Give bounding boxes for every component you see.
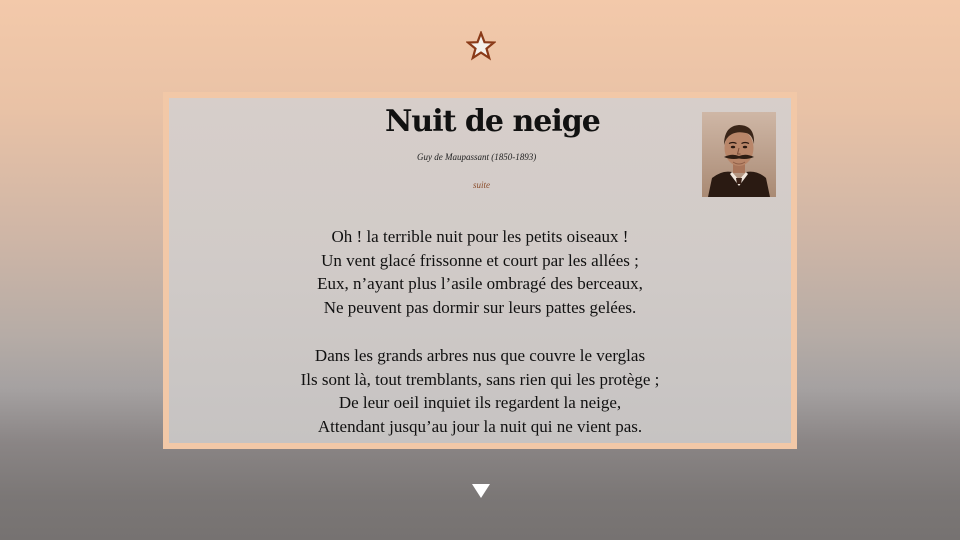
poem-line: Un vent glacé frissonne et court par les allées ; [321, 250, 639, 270]
poem-line: De leur oeil inquiet ils regardent la neige, [338, 393, 622, 412]
suite-link[interactable]: suite [473, 180, 490, 190]
down-arrow-icon[interactable] [471, 483, 491, 499]
poem-line: Eux, n’ayant plus l’asile ombragé des berceaux, [317, 274, 643, 293]
poem-line: Ne peuvent pas dormir sur leurs pattes gelées. [323, 297, 637, 317]
poem-line: Oh ! la terrible nuit pour les petits oiseaux ! [331, 227, 629, 246]
poem-line: Ils sont là, tout tremblants, sans rien qui les protège ; [300, 369, 660, 389]
stanza-1 [169, 225, 791, 319]
poem-title: Nuit de neige [385, 104, 600, 139]
poem-panel [169, 98, 791, 443]
poem-line: Attendant jusqu’au jour la nuit qui ne vient pas. [317, 416, 643, 436]
poem-author: Guy de Maupassant (1850-1893) [417, 152, 537, 162]
poem-line: Dans les grands arbres nus que couvre le verglas [314, 346, 646, 365]
poem-card [163, 92, 797, 449]
author-portrait [702, 112, 776, 197]
star-icon[interactable] [466, 31, 496, 61]
stanza-2 [169, 344, 791, 438]
